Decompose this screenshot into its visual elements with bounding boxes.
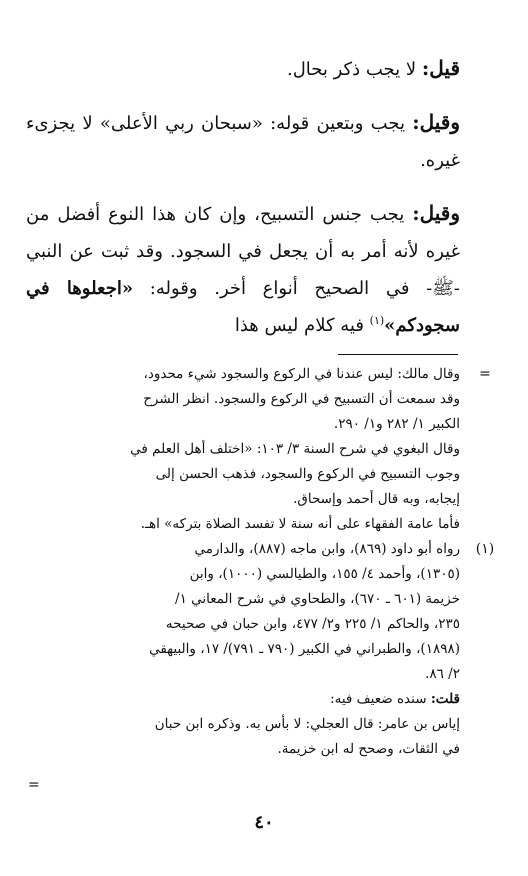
- footnote-line: (١٨٩٨)، والطبراني في الكبير (٧٩٠ ـ ٧٩١)/ ١٧، والبيهقي: [149, 641, 460, 657]
- keyword-qila: قيل:: [421, 56, 460, 80]
- paragraph-text: يجب جنس التسبيح، وإن كان هذا النوع أفضل من غيره لأنه أمر به أن يجعل في السجود. وقد ثبت عن النبي -ﷺ- في الصحيح أنواع أخر. وقوله:: [26, 204, 461, 299]
- footnote-line: إياس بن عامر: قال العجلي: لا بأس به. وذكره ابن حبان: [154, 716, 460, 732]
- footnote-line: وقال مالك: ليس عندنا في الركوع والسجود شيء محدود،: [143, 366, 460, 382]
- footnote-1: [26, 537, 504, 762]
- footnote-line: وجوب التسبيح في الركوع والسجود، فذهب الحسن إلى: [155, 466, 460, 482]
- footnotes: [26, 362, 504, 762]
- paragraph-tail: فيه كلام ليس هذا: [234, 315, 370, 336]
- footnote-line: (١٣٠٥)، وأحمد ٤/ ١٥٥، والطيالسي (١٠٠٠)، وابن: [189, 566, 460, 582]
- main-text: [26, 50, 460, 344]
- footnote-line: إيجابه، وبه قال أحمد وإسحاق.: [293, 491, 460, 507]
- paragraph-2: [26, 104, 460, 179]
- footnote-divider: [338, 354, 458, 355]
- footnote-line: في الثقات، وصحح له ابن خزيمة.: [277, 741, 460, 757]
- footnote-number: (١): [475, 541, 495, 557]
- footnote-text: سنده ضعيف فيه:: [330, 691, 431, 707]
- hadith-quote: «اجعلوها في سجودكم»: [26, 278, 460, 336]
- footnote-line: الكبير ١/ ٢٨٢ و١/ ٢٩٠.: [333, 416, 460, 432]
- footnote-reference: (١): [369, 314, 385, 327]
- paragraph-1: [26, 50, 460, 88]
- paragraph-3: [26, 195, 460, 344]
- paragraph-text: يجب وبتعين قوله: «سبحان ربي الأعلى» لا يجزىء غيره.: [26, 113, 460, 171]
- footnote-line: خزيمة (٦٠١ ـ ٦٧٠)، والطحاوي في شرح المعاني ١/: [175, 591, 460, 607]
- continuation-end-marker: =: [28, 777, 40, 793]
- footnote-line: ٢٣٥، والحاكم ١/ ٢٢٥ و٢/ ٤٧٧، وابن حبان في صحيحه: [165, 616, 460, 632]
- keyword-waqila: وقيل:: [412, 110, 460, 134]
- footnote-qult-line: [26, 687, 460, 712]
- footnote-line: رواه أبو داود (٨٦٩)، وابن ماجه (٨٨٧)، والدارمي: [194, 541, 460, 557]
- keyword-qult: قلت:: [430, 691, 460, 707]
- footnote-line: وقال البغوي في شرح السنة ٣/ ١٠٣: «اختلف أهل العلم في: [130, 441, 460, 457]
- footnote-line: فأما عامة الفقهاء على أنه سنة لا تفسد الصلاة بتركه» اهـ.: [140, 516, 460, 532]
- footnote-line: وقد سمعت أن التسبيح في الركوع والسجود. انظر الشرح: [143, 391, 460, 407]
- paragraph-text: لا يجب ذكر بحال.: [286, 59, 422, 80]
- page-number: ٤٠: [254, 812, 274, 833]
- footnote-line: ٢/ ٨٦.: [425, 666, 460, 682]
- keyword-waqila: وقيل:: [412, 201, 460, 225]
- continuation-marker: =: [479, 366, 491, 382]
- footnote-continued: [26, 362, 504, 537]
